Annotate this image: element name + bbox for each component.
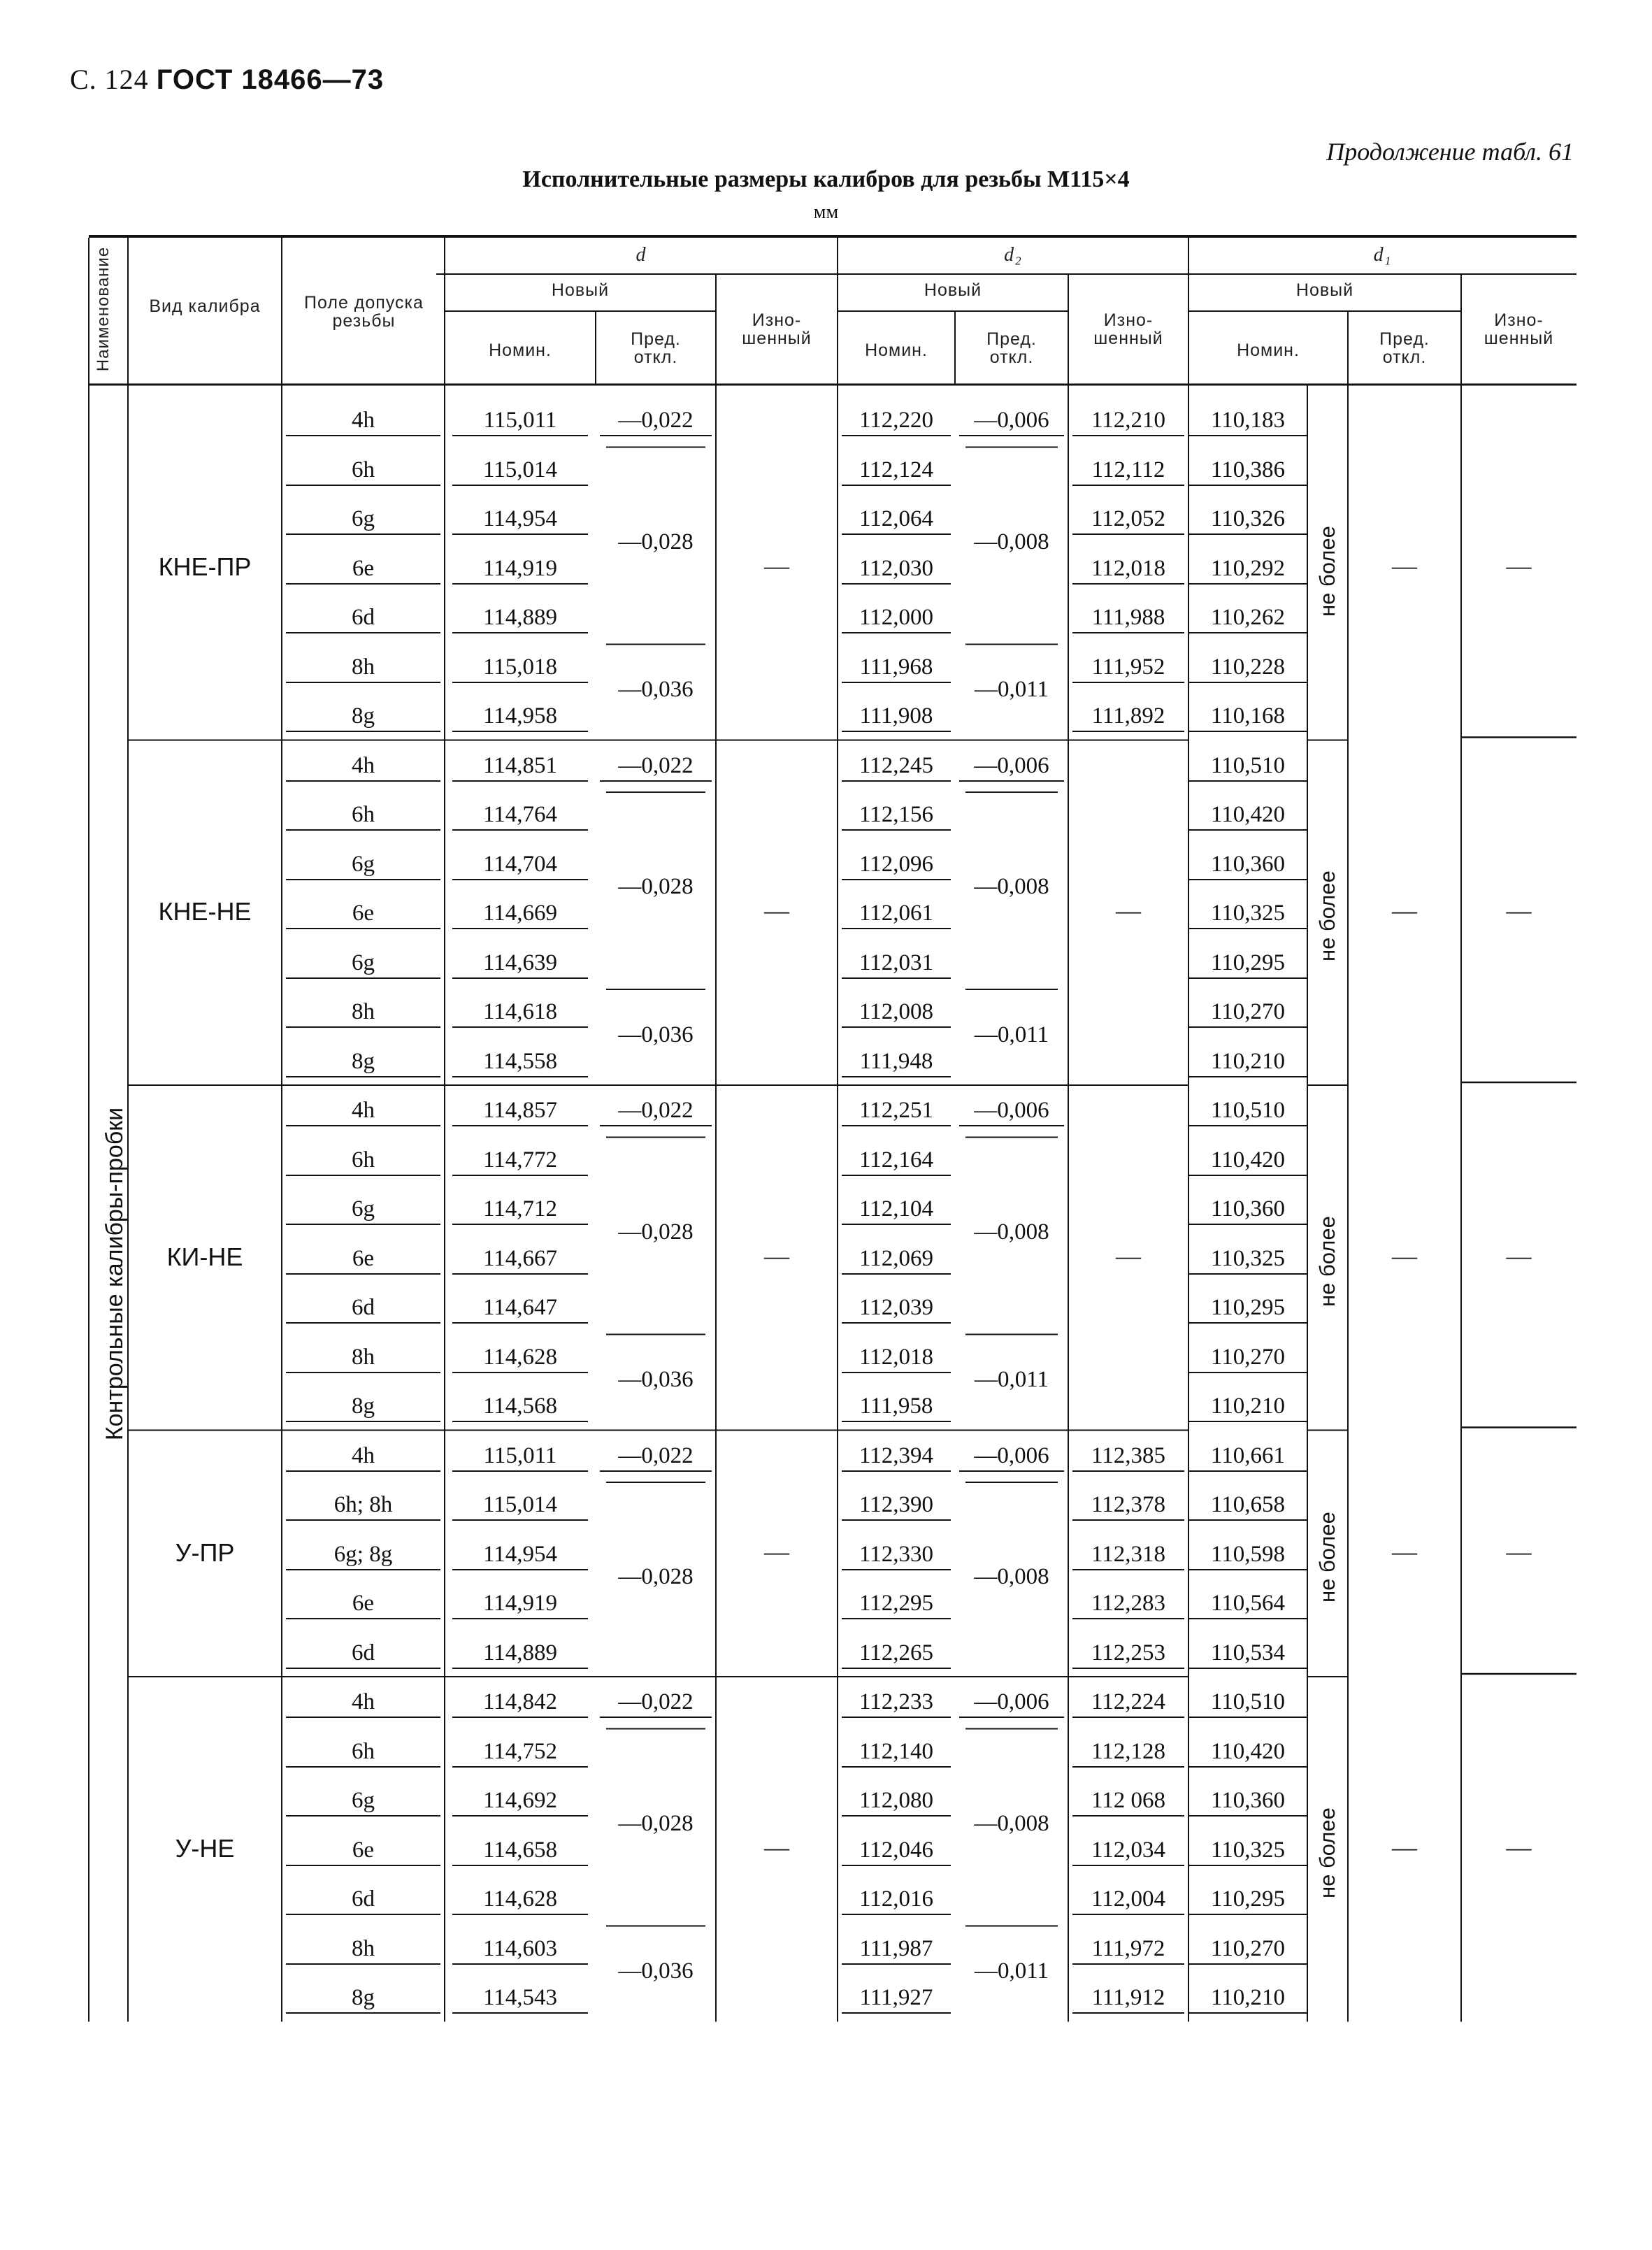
d2-worn-cell: 112,018 [1082, 556, 1175, 581]
not-more-note: не более [1315, 1511, 1339, 1603]
d-nominal-cell: 114,954 [462, 506, 578, 531]
d1-nominal-cell: 110,210 [1199, 1393, 1297, 1419]
d1-nominal-cell: 110,534 [1199, 1640, 1297, 1665]
d2-nominal-cell: 111,958 [852, 1393, 941, 1419]
d2-nominal-cell: 112,245 [852, 753, 941, 778]
d2-nominal-cell: 112,008 [852, 999, 941, 1024]
d-nominal-cell: 114,842 [462, 1689, 578, 1714]
d1-nominal-cell: 110,295 [1199, 1295, 1297, 1320]
d2-worn-cell: 111,988 [1082, 605, 1175, 630]
d-nominal-cell: 114,752 [462, 1739, 578, 1764]
tolerance-field-cell: 6e [296, 1246, 431, 1271]
d2-worn-dash: — [1116, 896, 1141, 925]
d2-nominal-cell: 112,124 [852, 457, 941, 482]
d1-nominal-cell: 110,386 [1199, 457, 1297, 482]
d-deviation-cell: —0,028 [618, 1564, 694, 1589]
d1-nominal-cell: 110,210 [1199, 1985, 1297, 2010]
d-nominal-cell: 114,889 [462, 605, 578, 630]
d1-nominal-cell: 110,270 [1199, 1345, 1297, 1370]
d2-nominal-cell: 112,069 [852, 1246, 941, 1271]
tolerance-field-cell: 6g; 8g [296, 1542, 431, 1567]
header-d2: d₂ [1004, 244, 1022, 266]
d-nominal-cell: 114,704 [462, 852, 578, 877]
gauge-kind-label: КНЕ-НЕ [158, 897, 252, 926]
d2-deviation-cell: —0,011 [974, 1958, 1049, 1984]
d1-nominal-cell: 110,325 [1199, 1246, 1297, 1271]
d-nominal-cell: 114,954 [462, 1542, 578, 1567]
d2-worn-cell: 112,253 [1082, 1640, 1175, 1665]
tolerance-field-cell: 6h [296, 457, 431, 482]
d1-nominal-cell: 110,658 [1199, 1492, 1297, 1517]
header-d1: d₁ [1373, 244, 1392, 266]
d-worn-dash: — [764, 551, 789, 580]
d-nominal-cell: 115,014 [462, 457, 578, 482]
d-nominal-cell: 114,772 [462, 1147, 578, 1173]
d2-worn-cell: 112,283 [1082, 1591, 1175, 1616]
header-d: d [635, 244, 647, 266]
d1-nominal-cell: 110,360 [1199, 1788, 1297, 1813]
d-nominal-cell: 114,919 [462, 1591, 578, 1616]
not-more-note: не более [1315, 1807, 1339, 1898]
d1-worn-dash: — [1506, 896, 1532, 925]
d1-deviation-dash: — [1392, 1537, 1417, 1565]
tolerance-field-cell: 6g [296, 506, 431, 531]
d2-nominal-cell: 112,096 [852, 852, 941, 877]
tolerance-field-cell: 8g [296, 1985, 431, 2010]
d1-deviation-dash: — [1392, 551, 1417, 580]
d1-deviation-dash: — [1392, 1833, 1417, 1861]
d1-nominal-cell: 110,228 [1199, 654, 1297, 680]
tolerance-field-cell: 6e [296, 556, 431, 581]
d2-worn-cell: 111,892 [1082, 703, 1175, 729]
d-nominal-cell: 114,628 [462, 1345, 578, 1370]
d-nominal-cell: 114,667 [462, 1246, 578, 1271]
d1-nominal-cell: 110,420 [1199, 1739, 1297, 1764]
tolerance-field-cell: 4h [296, 1098, 431, 1123]
d-nominal-cell: 114,669 [462, 901, 578, 926]
d2-nominal-cell: 112,164 [852, 1147, 941, 1173]
d2-deviation-cell: —0,006 [969, 1098, 1054, 1123]
standard-number: ГОСТ 18466—73 [156, 64, 385, 95]
d-nominal-cell: 114,558 [462, 1049, 578, 1074]
d2-worn-cell: 112,318 [1082, 1542, 1175, 1567]
tolerance-field-cell: 6h [296, 1147, 431, 1173]
d2-nominal-cell: 112,016 [852, 1886, 941, 1912]
d1-nominal-cell: 110,295 [1199, 1886, 1297, 1912]
d-nominal-cell: 114,628 [462, 1886, 578, 1912]
d2-nominal-cell: 111,908 [852, 703, 941, 729]
gauge-kind-label: КНЕ-ПР [158, 552, 252, 581]
d-nominal-cell: 114,712 [462, 1196, 578, 1221]
d1-nominal-cell: 110,510 [1199, 1098, 1297, 1123]
d2-worn-cell: 111,912 [1082, 1985, 1175, 2010]
tolerance-field-cell: 8g [296, 1393, 431, 1419]
d-nominal-cell: 115,014 [462, 1492, 578, 1517]
d2-worn-cell: 112,385 [1082, 1443, 1175, 1468]
tolerance-field-cell: 6g [296, 1788, 431, 1813]
gauge-group-label: Контрольные калибры-пробки [101, 1107, 128, 1441]
d2-worn-cell: 112,128 [1082, 1739, 1175, 1764]
d2-deviation-cell: —0,006 [969, 1443, 1054, 1468]
d-nominal-cell: 114,851 [462, 753, 578, 778]
tolerance-field-cell: 6e [296, 901, 431, 926]
d2-nominal-cell: 112,018 [852, 1345, 941, 1370]
tolerance-field-cell: 6g [296, 950, 431, 975]
tolerance-field-cell: 8h [296, 999, 431, 1024]
header-name: Наименование [94, 246, 113, 372]
d-nominal-cell: 114,764 [462, 802, 578, 827]
d2-nominal-cell: 112,080 [852, 1788, 941, 1813]
header-worn-d2: Изно-шенный [1093, 310, 1163, 348]
d-deviation-cell: —0,022 [610, 753, 702, 778]
d1-nominal-cell: 110,326 [1199, 506, 1297, 531]
tolerance-field-cell: 6d [296, 1886, 431, 1912]
header-nominal-d: Номин. [489, 341, 552, 360]
d-deviation-cell: —0,022 [610, 408, 702, 433]
header-kind: Вид калибра [149, 296, 261, 316]
tolerance-field-cell: 6e [296, 1837, 431, 1863]
d2-nominal-cell: 112,265 [852, 1640, 941, 1665]
d2-nominal-cell: 112,295 [852, 1591, 941, 1616]
d-nominal-cell: 114,568 [462, 1393, 578, 1419]
header-new-d1: Новый [1295, 280, 1354, 300]
d2-worn-cell: 112,210 [1082, 408, 1175, 433]
tolerance-field-cell: 6g [296, 1196, 431, 1221]
d1-nominal-cell: 110,168 [1199, 703, 1297, 729]
d2-worn-cell: 112,112 [1082, 457, 1175, 482]
d1-worn-dash: — [1506, 1833, 1532, 1861]
d-deviation-cell: —0,022 [610, 1443, 702, 1468]
header-tolerance: Поле допуска резьбы [304, 293, 424, 331]
d2-deviation-cell: —0,011 [974, 677, 1049, 702]
d-nominal-cell: 114,692 [462, 1788, 578, 1813]
d-nominal-cell: 114,919 [462, 556, 578, 581]
tolerance-field-cell: 6d [296, 1295, 431, 1320]
d2-deviation-cell: —0,006 [969, 1689, 1054, 1714]
tolerance-field-cell: 4h [296, 408, 431, 433]
d-nominal-cell: 115,018 [462, 654, 578, 680]
header-worn-d1: Изно-шенный [1484, 310, 1554, 348]
d2-deviation-cell: —0,008 [974, 874, 1049, 899]
header-deviation-d: Пред. откл. [631, 329, 681, 367]
d1-nominal-cell: 110,270 [1199, 999, 1297, 1024]
tolerance-field-cell: 4h [296, 753, 431, 778]
d2-deviation-cell: —0,011 [974, 1022, 1049, 1047]
d2-worn-cell: 112 068 [1082, 1788, 1175, 1813]
d-deviation-cell: —0,022 [610, 1689, 702, 1714]
d-nominal-cell: 114,889 [462, 1640, 578, 1665]
tolerance-field-cell: 6d [296, 605, 431, 630]
d2-nominal-cell: 111,987 [852, 1936, 941, 1961]
d-nominal-cell: 114,857 [462, 1098, 578, 1123]
d2-nominal-cell: 111,948 [852, 1049, 941, 1074]
d-nominal-cell: 114,658 [462, 1837, 578, 1863]
tolerance-field-cell: 8h [296, 1345, 431, 1370]
d-deviation-cell: —0,028 [618, 1219, 694, 1245]
d1-nominal-cell: 110,183 [1199, 408, 1297, 433]
d2-worn-cell: 112,004 [1082, 1886, 1175, 1912]
d2-worn-cell: 112,224 [1082, 1689, 1175, 1714]
header-worn-d: Изно-шенный [742, 310, 812, 348]
d2-nominal-cell: 112,104 [852, 1196, 941, 1221]
tolerance-field-cell: 6h; 8h [296, 1492, 431, 1517]
d-deviation-cell: —0,028 [618, 874, 694, 899]
d2-nominal-cell: 112,156 [852, 802, 941, 827]
d-deviation-cell: —0,036 [618, 1367, 694, 1392]
d-nominal-cell: 114,603 [462, 1936, 578, 1961]
d2-nominal-cell: 112,061 [852, 901, 941, 926]
tolerance-field-cell: 8h [296, 1936, 431, 1961]
table-continuation-note: Продолжение табл. 61 [1326, 138, 1574, 166]
not-more-note: не более [1315, 870, 1339, 962]
d2-worn-cell: 112,052 [1082, 506, 1175, 531]
header-deviation-d2: Пред. откл. [986, 329, 1037, 367]
d2-nominal-cell: 112,220 [852, 408, 941, 433]
d2-nominal-cell: 111,968 [852, 654, 941, 680]
d-worn-dash: — [764, 1241, 789, 1270]
d1-nominal-cell: 110,510 [1199, 753, 1297, 778]
d-nominal-cell: 115,011 [462, 408, 578, 433]
d2-nominal-cell: 112,039 [852, 1295, 941, 1320]
d2-nominal-cell: 112,390 [852, 1492, 941, 1517]
d-deviation-cell: —0,036 [618, 1022, 694, 1047]
d1-nominal-cell: 110,598 [1199, 1542, 1297, 1567]
d-deviation-cell: —0,028 [618, 1810, 694, 1836]
d-nominal-cell: 114,958 [462, 703, 578, 729]
d1-worn-dash: — [1506, 1241, 1532, 1270]
gauge-kind-label: У-ПР [175, 1538, 235, 1567]
d1-worn-dash: — [1506, 1537, 1532, 1565]
not-more-note: не более [1315, 1215, 1339, 1307]
d2-nominal-cell: 112,046 [852, 1837, 941, 1863]
gauge-kind-label: КИ-НЕ [166, 1242, 243, 1271]
d1-nominal-cell: 110,420 [1199, 1147, 1297, 1173]
d-worn-dash: — [764, 896, 789, 925]
d2-worn-cell: 111,972 [1082, 1936, 1175, 1961]
d-deviation-cell: —0,036 [618, 677, 694, 702]
d1-nominal-cell: 110,295 [1199, 950, 1297, 975]
d2-worn-dash: — [1116, 1241, 1141, 1270]
d2-deviation-cell: —0,008 [974, 1219, 1049, 1245]
d-deviation-cell: —0,036 [618, 1958, 694, 1984]
d2-worn-cell: 111,952 [1082, 654, 1175, 680]
d2-deviation-cell: —0,008 [974, 1564, 1049, 1589]
d1-deviation-dash: — [1392, 896, 1417, 925]
d1-worn-dash: — [1506, 551, 1532, 580]
tolerance-field-cell: 8g [296, 1049, 431, 1074]
d2-worn-cell: 112,034 [1082, 1837, 1175, 1863]
d1-nominal-cell: 110,510 [1199, 1689, 1297, 1714]
d2-deviation-cell: —0,008 [974, 529, 1049, 554]
d2-deviation-cell: —0,006 [969, 753, 1054, 778]
d1-nominal-cell: 110,270 [1199, 1936, 1297, 1961]
d-worn-dash: — [764, 1833, 789, 1861]
d1-nominal-cell: 110,210 [1199, 1049, 1297, 1074]
d2-deviation-cell: —0,011 [974, 1367, 1049, 1392]
gauge-kind-label: У-НЕ [175, 1833, 235, 1863]
tolerance-field-cell: 6e [296, 1591, 431, 1616]
d-deviation-cell: —0,022 [610, 1098, 702, 1123]
d1-nominal-cell: 110,325 [1199, 1837, 1297, 1863]
d-nominal-cell: 114,543 [462, 1985, 578, 2010]
d2-nominal-cell: 112,031 [852, 950, 941, 975]
d-nominal-cell: 114,618 [462, 999, 578, 1024]
not-more-note: не более [1315, 525, 1339, 617]
header-new-d: Новый [551, 280, 610, 300]
d-worn-dash: — [764, 1537, 789, 1565]
tolerance-field-cell: 6g [296, 852, 431, 877]
header-nominal-d2: Номин. [865, 341, 928, 360]
d1-nominal-cell: 110,564 [1199, 1591, 1297, 1616]
d-nominal-cell: 114,639 [462, 950, 578, 975]
d2-nominal-cell: 112,140 [852, 1739, 941, 1764]
header-deviation-d1: Пред. откл. [1379, 329, 1430, 367]
header-new-d2: Новый [924, 280, 982, 300]
tolerance-field-cell: 4h [296, 1689, 431, 1714]
d2-deviation-cell: —0,008 [974, 1810, 1049, 1836]
d-nominal-cell: 114,647 [462, 1295, 578, 1320]
d1-nominal-cell: 110,360 [1199, 852, 1297, 877]
d1-nominal-cell: 110,661 [1199, 1443, 1297, 1468]
table-units: мм [813, 201, 839, 223]
tolerance-field-cell: 6h [296, 802, 431, 827]
d2-nominal-cell: 112,000 [852, 605, 941, 630]
d2-nominal-cell: 112,064 [852, 506, 941, 531]
d1-nominal-cell: 110,360 [1199, 1196, 1297, 1221]
d-nominal-cell: 115,011 [462, 1443, 578, 1468]
d2-nominal-cell: 111,927 [852, 1985, 941, 2010]
tolerance-field-cell: 4h [296, 1443, 431, 1468]
table-title: Исполнительные размеры калибров для резьбы М115×4 [522, 166, 1130, 192]
tolerance-field-cell: 8h [296, 654, 431, 680]
d1-nominal-cell: 110,325 [1199, 901, 1297, 926]
d2-nominal-cell: 112,233 [852, 1689, 941, 1714]
d2-nominal-cell: 112,251 [852, 1098, 941, 1123]
d2-nominal-cell: 112,394 [852, 1443, 941, 1468]
header-nominal-d1: Номин. [1237, 341, 1300, 360]
tolerance-field-cell: 8g [296, 703, 431, 729]
d1-nominal-cell: 110,420 [1199, 802, 1297, 827]
d1-nominal-cell: 110,262 [1199, 605, 1297, 630]
tolerance-field-cell: 6d [296, 1640, 431, 1665]
d1-deviation-dash: — [1392, 1241, 1417, 1270]
d2-nominal-cell: 112,030 [852, 556, 941, 581]
d2-deviation-cell: —0,006 [969, 408, 1054, 433]
d2-worn-cell: 112,378 [1082, 1492, 1175, 1517]
d-deviation-cell: —0,028 [618, 529, 694, 554]
d1-nominal-cell: 110,292 [1199, 556, 1297, 581]
d2-nominal-cell: 112,330 [852, 1542, 941, 1567]
tolerance-field-cell: 6h [296, 1739, 431, 1764]
page-number: С. 124 [70, 64, 149, 95]
